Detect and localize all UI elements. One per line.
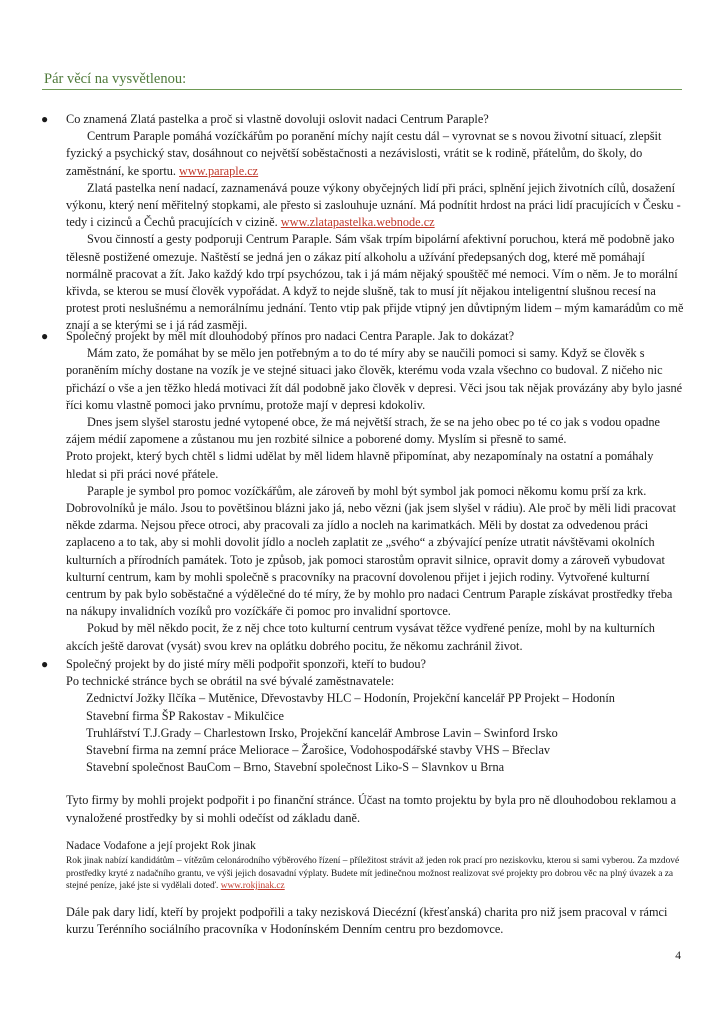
sponsor-item: Truhlářství T.J.Grady – Charlestown Irsko, Projekční kancelář Ambrose Lavin – Swinford Irsko (86, 725, 558, 740)
section3-question: Společný projekt by do jisté míry měli podpořit sponzoři, kteří to budou? (66, 657, 426, 671)
bullet-icon: ● (41, 657, 49, 671)
section1-paragraph-2: Zlatá pastelka není nadací, zaznamenává pouze výkony obyčejných lidí při práci, splnění jejich životních cílů, dosažení výkonu, který není měřitelný stopkami, ale přesto si zaslouhuje uznání. Má podnítit hrdost na práci lidí pracujících v Česku - tedy i cizinců a Čechů pracujících v cizině. www.zlatapastelka.webnode.cz (66, 180, 681, 230)
section2-paragraph-5: Pokud by měl někdo pocit, že z něj chce toto kulturní centrum vysávat těžce vydřené peníze, mohl by na kulturních akcích ještě darovat (vysát) svou krev na oplátku dobrého pocitu, že někomu zachránil život. (66, 621, 655, 653)
sponsor-item: Zednictví Jožky Ilčíka – Mutěnice, Dřevostavby HLC – Hodonín, Projekční kancelář PP Projekt – Hodonín (86, 691, 615, 706)
vodafone-text: Rok jinak nabízí kandidátům – vítězům celonárodního výběrového řízení – příležitost strávit až jeden rok prací pro neziskovku, kterou si sami vyberou. Za mzdové prostředky kryté z nadačního grantu, ve výši jejich dosavadní výplaty. Budete mít jedinečnou možnost realizovat své projekty pro dobrou věc na plný úvazek a za stejné peníze, jaké jste si vydělali doteď. www.rokjinak.cz (66, 856, 680, 892)
page-number: 4 (675, 950, 681, 962)
section1-paragraph-3: Svou činností a gesty podporuji Centrum Paraple. Sám však trpím bipolární afektivní poruchou, která mě podobně jako tělesně postižené omezuje. Naštěstí se jedná jen o zákaz pití alkoholu a užívání předepsaných dog, které mě pomáhají normálně pracovat a žít. Jako každý kdo trpí psychózou, tak i já mám nějaký spouštěč mé nemoci. Vím o něm. Je to morální křivda, se kterou se musí člověk vypořádat. A když to nejde slušně, tak to musí jít nějakou inteligentní slušnou recesí na protest proti neslušnému a nemorálnímu jednání. Tento vtip pak přijde vtipný jen důvtipným lidem – mým kamarádům co mě znají a se kterými se i já rád zasměji. (66, 232, 684, 333)
bullet-icon: ● (41, 112, 49, 126)
sponsor-item: Stavební společnost BauCom – Brno, Stavební společnost Liko-S – Slavnkov u Brna (86, 760, 505, 775)
section1-question: Co znamená Zlatá pastelka a proč si vlastně dovoluji oslovit nadaci Centrum Paraple? (66, 112, 489, 126)
zlatapastelka-link[interactable]: www.zlatapastelka.webnode.cz (280, 215, 435, 230)
heading-divider (42, 89, 682, 90)
section2-paragraph-4: Paraple je symbol pro pomoc vozíčkářům, ale zároveň by mohl být symbol jak pomoci někomu komu prší za krk. Dobrovolníků je málo. Jsou to povětšinou blázni jako já, nebo vězni (jak jsem slyšel v rádiu). Ale proč by měli lidi pracovat někde zdarma. Nejsou přece otroci, aby pracovali za jídlo a nocleh na karimatkách. Měli by dostat za odvedenou práci zaplaceno a to tak, aby si mohli dovolit jídlo a nocleh zaplatit ze „svého“ a zbývající peníze utratit návštěvami okolních kulturních a přírodních památek. Toto je způsob, jak pomoci starostům opravit silnice, opravit domy a zároveň vybudovat kulturní centrum, kam by mohli společně s pracovníky na pracovní dovolenou přijet i jejich rodiny. Vytvořené kulturní centrum by pak bylo soběstačné a výdělečné do té míry, že by mohlo pro nadaci Centrum Paraple získávat prostředky třeba na nákupy invalidních vozíků pro vozíčkáře či pomoc pro invalidní sportovce. (66, 483, 676, 619)
section2-paragraph-3: Proto projekt, který bych chtěl s lidmi udělat by měl lidem hlavně připomínat, aby nezapomínaly na ostatní a pomáhaly hledat si při práci nové přátele. (66, 449, 654, 481)
sponsor-item: Stavební firma na zemní práce Meliorace – Žarošice, Vodohospodářské stavby VHS – Břeclav (86, 743, 551, 758)
sponsors-intro: Po technické stránce bych se obrátil na své bývalé zaměstnavatele: (66, 674, 395, 689)
sponsor-list (66, 690, 686, 776)
vodafone-title: Nadace Vodafone a její projekt Rok jinak (66, 839, 256, 852)
final-paragraph: Dále pak dary lidí, kteří by projekt podpořili a taky nezisková Diecézní (křesťanská) charita pro niž jsem pracoval v rámci kurzu Terénního sociálního pracovníka v Hodonínském Denním centru pro bezdomovce. (66, 904, 668, 937)
rokjinak-link[interactable]: www.rokjinak.cz (220, 881, 285, 892)
page-heading: Pár věcí na vysvětlenou: (44, 71, 187, 87)
section-long-term-project (41, 328, 686, 655)
sponsor-item: Stavební firma ŠP Rakostav - Mikulčice (86, 708, 284, 723)
section1-paragraph-1: Centrum Paraple pomáhá vozíčkářům po poranění míchy najít cestu dál – vyrovnat se s novou životní situací, zlepšit fyzický a psychický stav, dosáhnout co největší soběstačnosti a nezávislosti, vrátit se k rodině, přátelům, do školy, do zaměstnání, ke sportu. www.paraple.cz (66, 129, 662, 178)
paraple-link[interactable]: www.paraple.cz (179, 163, 259, 178)
section2-paragraph-1: Mám zato, že pomáhat by se mělo jen potřebným a to do té míry aby se naučili pomoci si samy. Když se člověk s poraněním míchy dostane na vozík je ve stejné situaci jako člověk, kterému voda vzala všechno co budoval. Z ničeho nic přichází o vše a jen těžko hledá motivaci žít dál podobně jako člověk v depresi. Věci jsou tak nějak provázány aby bylo jasné říci komu vlastně pomoci jako prvnímu, protože mají v depresi kdokoliv. (66, 346, 683, 412)
bullet-icon: ● (41, 329, 49, 343)
firms-paragraph: Tyto firmy by mohli projekt podpořit i po finanční stránce. Účast na tomto projektu by byla pro ně dlouhodobou reklamou a vynaložené prostředky by si mohli odečíst od základu daně. (66, 793, 677, 825)
section-sponsors (41, 656, 686, 938)
section2-question: Společný projekt by měl mít dlouhodobý přínos pro nadaci Centra Paraple. Jak to dokázat? (66, 329, 515, 343)
section-zlata-pastelka (41, 111, 686, 335)
section2-paragraph-2: Dnes jsem slyšel starostu jedné vytopené obce, že má největší strach, že se na jeho obec po té co jak s vodou opadne zájem médií zapomene a zůstanou mu jen rozbité silnice a poborené domy. Myslím si přesně to samé. (66, 415, 660, 447)
